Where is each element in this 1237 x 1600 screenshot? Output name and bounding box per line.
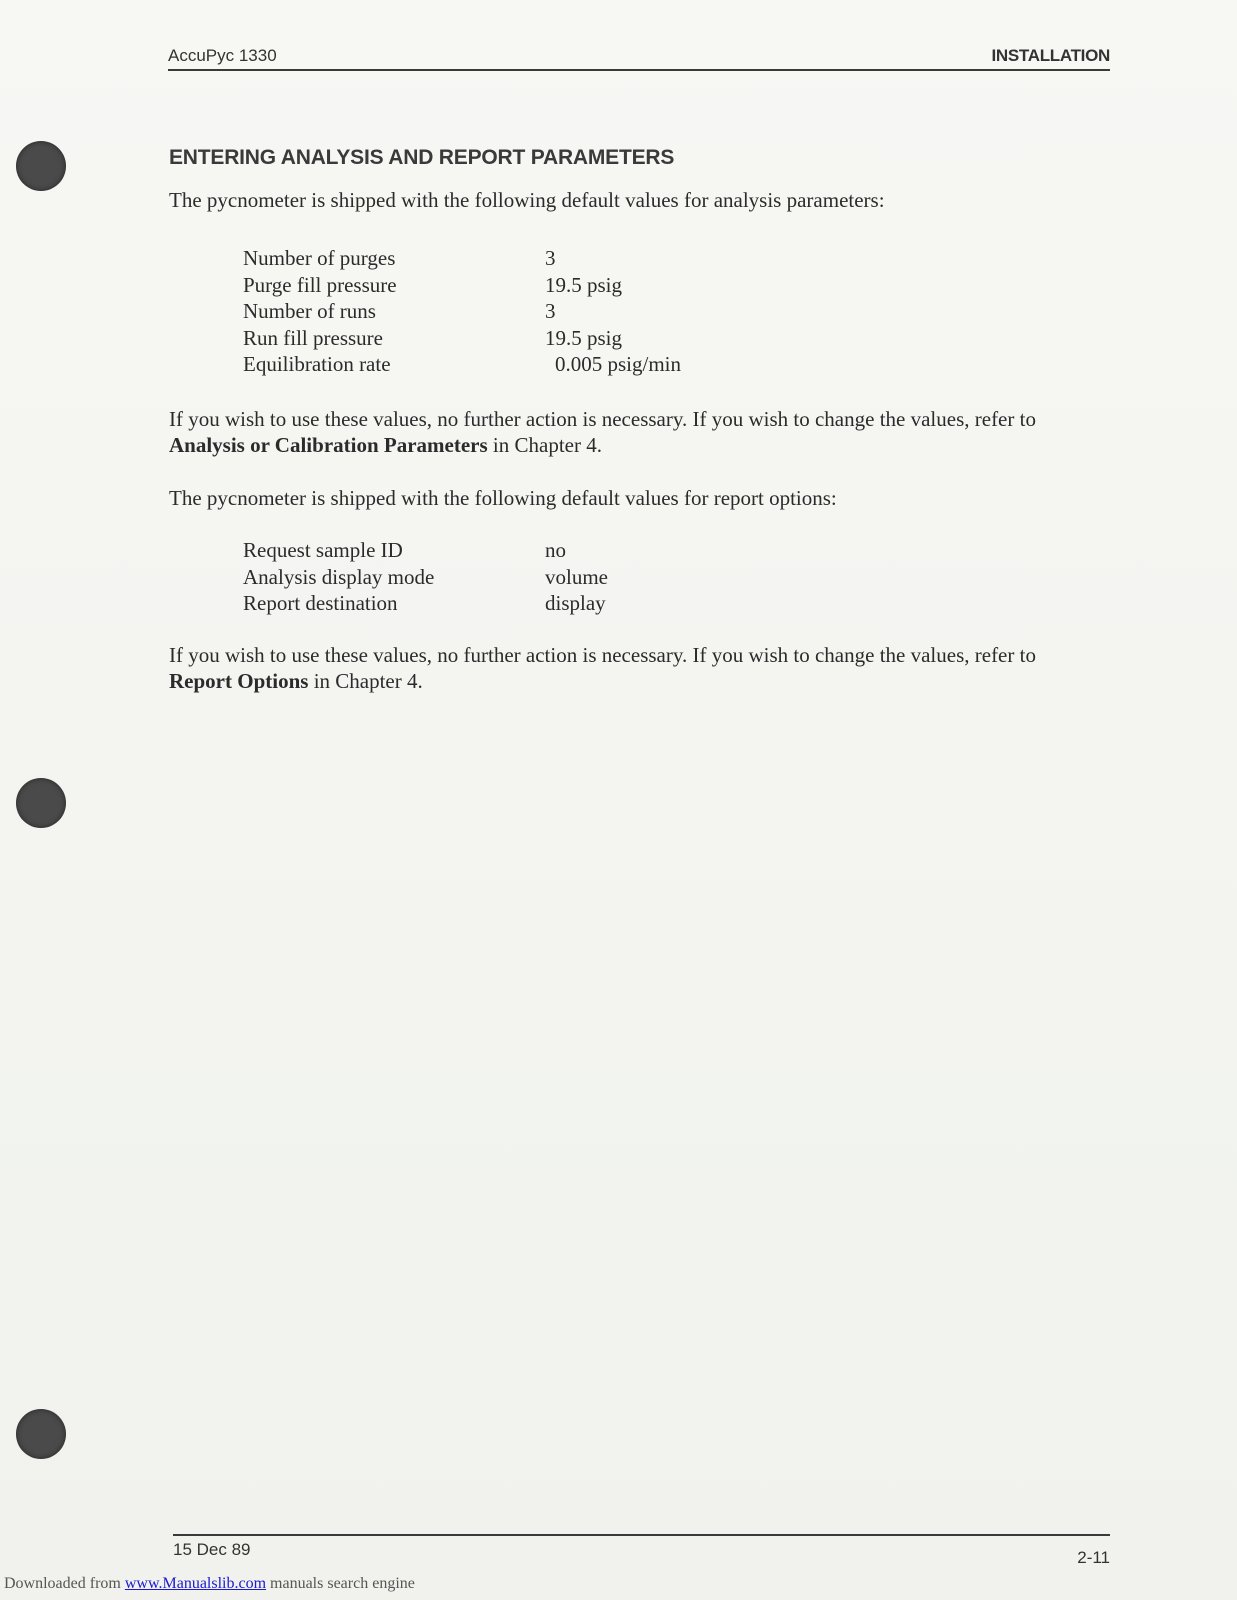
param-name: Purge fill pressure [243,272,397,297]
param-value: no [545,538,566,562]
note-text: in Chapter 4. [308,669,423,693]
report-note-paragraph [169,642,1099,694]
footer-divider [173,1534,1110,1536]
binder-hole [16,1409,66,1459]
analysis-parameters-table [243,245,843,378]
param-name: Request sample ID [243,538,403,562]
param-value: volume [545,564,608,589]
param-name: Report destination [243,591,398,615]
param-name: Number of runs [243,299,376,323]
param-row [243,590,843,617]
param-row [243,564,843,591]
param-value: 19.5 psig [545,272,623,297]
binder-hole [16,778,66,828]
param-value: 19.5 psig [545,325,623,350]
param-value: 0.005 psig/min [555,352,682,376]
binder-hole [16,141,66,191]
page-header [168,46,1110,70]
manualslib-link[interactable]: www.Manualslib.com [124,1575,267,1592]
param-name: Analysis display mode [243,564,435,589]
note-text: If you wish to use these values, no further action is necessary. If you wish to change the values, refer to [169,407,1036,431]
param-row [243,537,843,564]
analysis-note-paragraph [169,406,1099,458]
download-suffix: manuals search engine [266,1575,415,1592]
param-row [243,245,843,272]
section-heading: ENTERING ANALYSIS AND REPORT PARAMETERS [169,146,675,169]
chapter-reference: Analysis or Calibration Parameters [169,433,488,457]
param-row [243,325,843,352]
param-row [243,272,843,299]
note-text: If you wish to use these values, no further action is necessary. If you wish to change the values, refer to [169,643,1036,667]
header-divider [168,69,1110,71]
chapter-reference: Report Options [169,669,309,693]
download-prefix: Downloaded from [4,1575,125,1592]
param-value: 3 [545,246,556,270]
param-name: Number of purges [243,246,396,270]
header-chapter-name: INSTALLATION [991,46,1110,65]
report-options-table [243,537,843,617]
param-name: Equilibration rate [243,352,391,376]
analysis-intro-paragraph: The pycnometer is shipped with the following default values for analysis parameters: [169,188,885,212]
param-row [243,298,843,325]
download-attribution [4,1575,415,1593]
note-text: in Chapter 4. [487,433,602,457]
footer-date: 15 Dec 89 [173,1540,251,1559]
report-intro-paragraph: The pycnometer is shipped with the following default values for report options: [169,486,837,510]
page-number: 2-11 [1077,1548,1110,1567]
param-value: 3 [545,299,556,323]
param-name: Run fill pressure [243,325,383,350]
page-footer [173,1540,1110,1567]
param-row [243,351,843,378]
header-product-name: AccuPyc 1330 [168,46,277,65]
param-value: display [545,591,606,615]
